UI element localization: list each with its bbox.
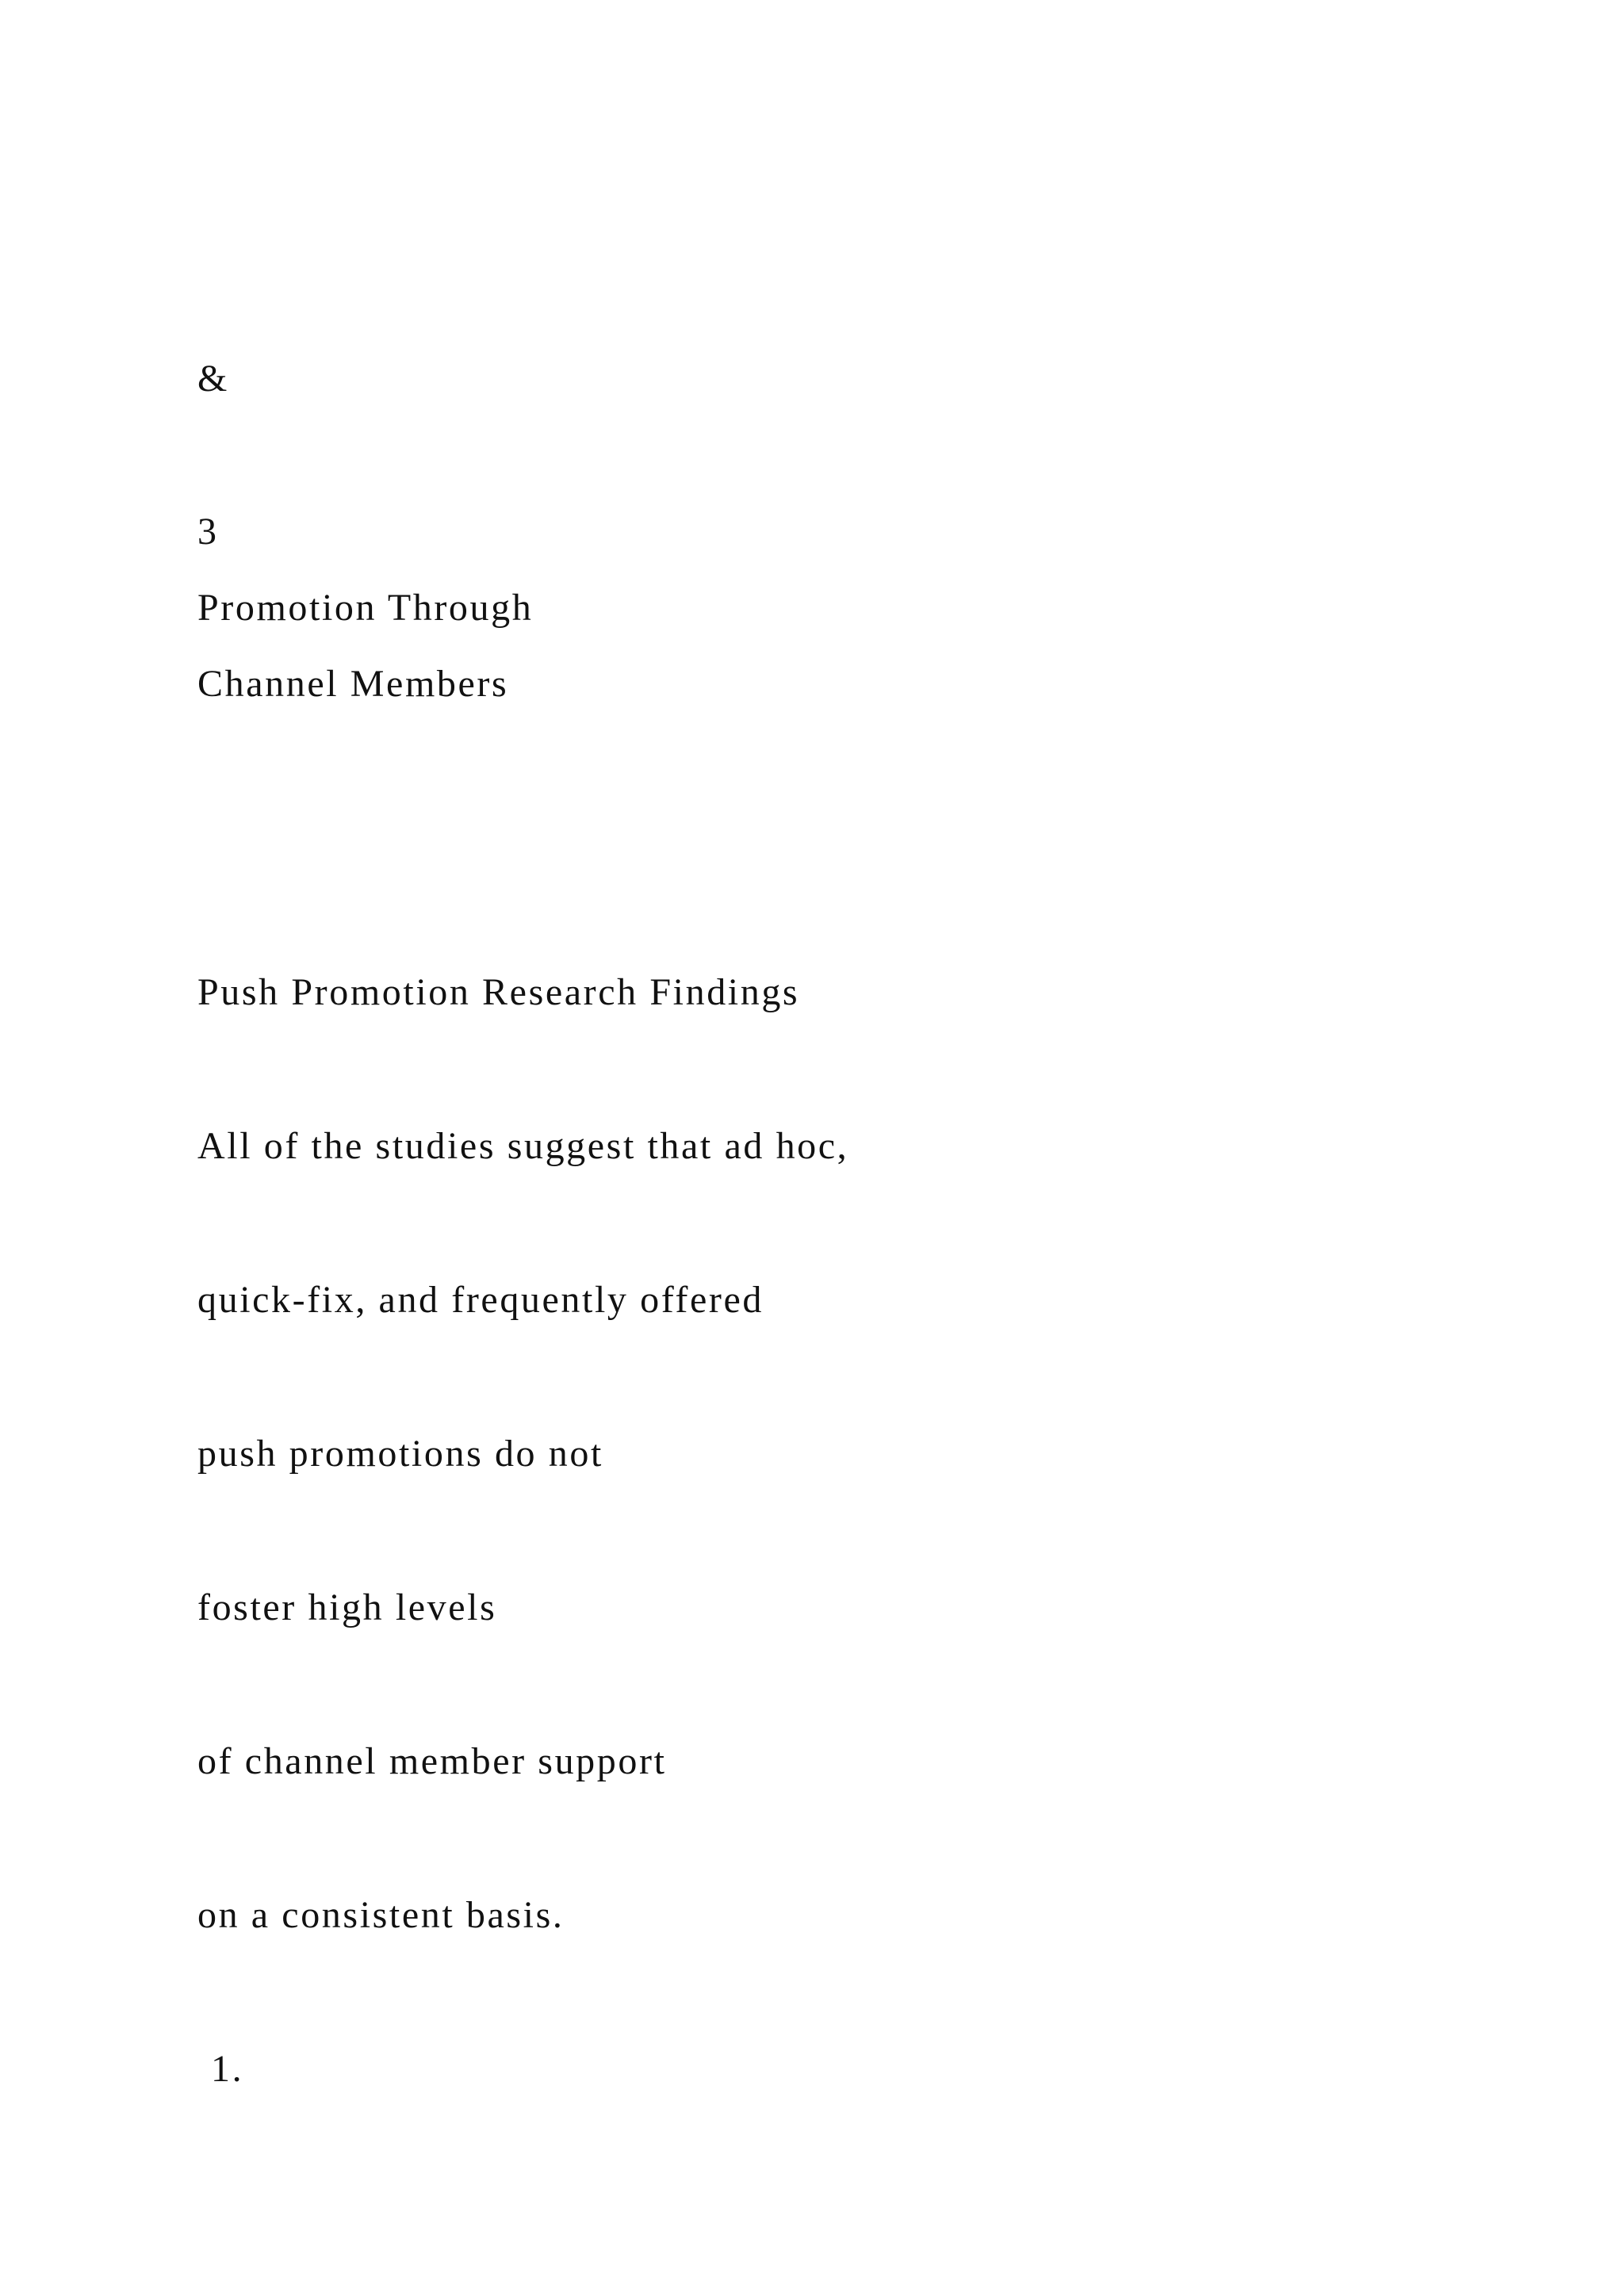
section-heading: Push Promotion Research Findings bbox=[197, 971, 800, 1013]
ampersand-line: & bbox=[197, 358, 229, 400]
chapter-title-line-1: Promotion Through bbox=[197, 587, 534, 629]
body-text-line: foster high levels bbox=[197, 1586, 497, 1628]
body-text-line: on a consistent basis. bbox=[197, 1894, 565, 1936]
body-text-line: of channel member support bbox=[197, 1740, 667, 1782]
body-text-line: push promotions do not bbox=[197, 1433, 603, 1475]
list-number: 1. bbox=[211, 2048, 244, 2090]
chapter-number: 3 bbox=[197, 511, 219, 553]
body-text-line: quick-fix, and frequently offered bbox=[197, 1279, 764, 1321]
body-text-line: All of the studies suggest that ad hoc, bbox=[197, 1125, 849, 1167]
chapter-title-line-2: Channel Members bbox=[197, 663, 509, 705]
